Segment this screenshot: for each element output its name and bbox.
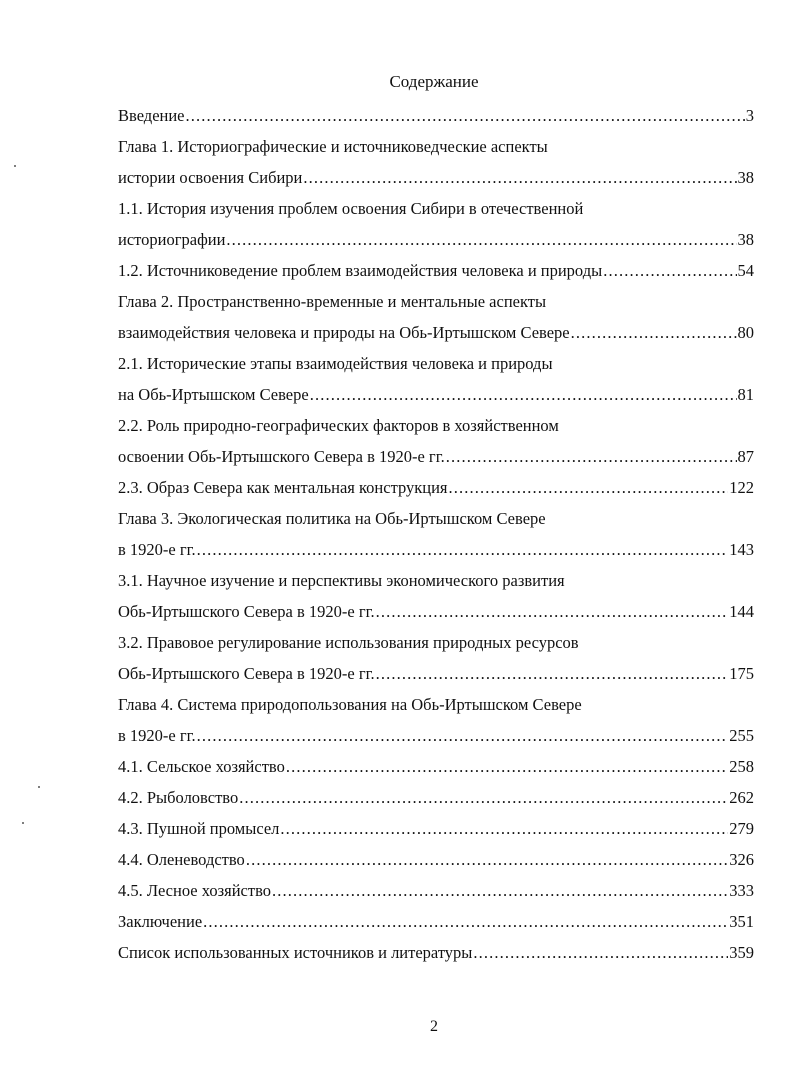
toc-entry-page: 144 <box>729 602 754 621</box>
toc-entry <box>118 344 754 375</box>
toc-entry-page: 80 <box>737 323 754 342</box>
toc-entry-title: освоении Обь-Иртышского Севера в 1920-е гг. <box>118 447 445 466</box>
toc-entry <box>118 251 754 282</box>
toc-entry <box>118 282 754 313</box>
toc-entry-page: 351 <box>729 912 754 931</box>
toc-entry <box>118 220 754 251</box>
toc-entry-title: на Обь-Иртышском Севере <box>118 385 309 404</box>
toc-entry-title: 4.2. Рыболовство <box>118 788 239 807</box>
toc-entry <box>118 499 754 530</box>
toc-entry <box>118 840 754 871</box>
dot-leader <box>197 539 729 561</box>
dot-leader <box>473 942 728 964</box>
dot-leader <box>603 260 736 282</box>
toc-entry-page: 258 <box>729 757 754 776</box>
toc-entry-title: 4.4. Оленеводство <box>118 850 245 869</box>
dot-leader <box>197 725 729 747</box>
toc-entry-title: в 1920-е гг. <box>118 726 196 745</box>
toc-entry <box>118 96 754 127</box>
toc-entry-title: Глава 1. Историографические и источниковедческие аспекты <box>118 137 548 156</box>
scan-speck <box>22 822 24 824</box>
toc-entry <box>118 375 754 406</box>
dot-leader <box>280 818 728 840</box>
toc-entry-title: 3.2. Правовое регулирование использования природных ресурсов <box>118 633 579 652</box>
toc-entry <box>118 530 754 561</box>
toc-entry-page: 122 <box>729 478 754 497</box>
toc-entry-title: 4.1. Сельское хозяйство <box>118 757 285 776</box>
toc-entry-title: в 1920-е гг. <box>118 540 196 559</box>
toc-entry <box>118 809 754 840</box>
toc-entry-title: 3.1. Научное изучение и перспективы экономического развития <box>118 571 565 590</box>
toc-entry-page: 3 <box>745 106 754 125</box>
dot-leader <box>246 849 728 871</box>
dot-leader <box>376 601 729 623</box>
toc-entry-title: 1.1. История изучения проблем освоения Сибири в отечественной <box>118 199 584 218</box>
toc-entry-title: взаимодействия человека и природы на Обь-Иртышском Севере <box>118 323 570 342</box>
toc-entry-page: 262 <box>729 788 754 807</box>
toc-entry <box>118 747 754 778</box>
toc-entry-title: Глава 4. Система природопользования на Обь-Иртышском Севере <box>118 695 582 714</box>
toc-entry-title: Глава 3. Экологическая политика на Обь-Иртышском Севере <box>118 509 546 528</box>
toc-entry-title: 4.5. Лесное хозяйство <box>118 881 272 900</box>
toc-entry <box>118 716 754 747</box>
toc-entry <box>118 623 754 654</box>
toc-entry <box>118 561 754 592</box>
toc-entry-title: 2.3. Образ Севера как ментальная конструкция <box>118 478 448 497</box>
dot-leader <box>226 229 736 251</box>
toc-entry-page: 175 <box>729 664 754 683</box>
toc-entry-title: Глава 2. Пространственно-временные и ментальные аспекты <box>118 292 547 311</box>
toc-entry-page: 38 <box>737 230 754 249</box>
toc-entry <box>118 685 754 716</box>
dot-leader <box>449 477 729 499</box>
toc-entry-page: 279 <box>729 819 754 838</box>
toc-entry-title: Введение <box>118 106 185 125</box>
dot-leader <box>186 105 745 127</box>
toc-entry-page: 143 <box>729 540 754 559</box>
toc-entry <box>118 592 754 623</box>
table-of-contents <box>118 96 754 964</box>
toc-entry <box>118 871 754 902</box>
toc-entry-page: 38 <box>737 168 754 187</box>
toc-entry <box>118 654 754 685</box>
toc-entry <box>118 158 754 189</box>
toc-entry-title: историографии <box>118 230 226 249</box>
toc-entry-page: 87 <box>737 447 754 466</box>
dot-leader <box>376 663 729 685</box>
dot-leader <box>272 880 728 902</box>
dot-leader <box>303 167 736 189</box>
toc-entry-page: 255 <box>729 726 754 745</box>
toc-entry-title: Обь-Иртышского Севера в 1920-е гг. <box>118 602 375 621</box>
toc-entry-title: 4.3. Пушной промысел <box>118 819 280 838</box>
dot-leader <box>286 756 728 778</box>
toc-entry <box>118 778 754 809</box>
toc-entry-title: Список использованных источников и литературы <box>118 943 473 962</box>
toc-entry <box>118 933 754 964</box>
toc-entry-page: 333 <box>729 881 754 900</box>
toc-entry <box>118 437 754 468</box>
page-number: 2 <box>430 1018 438 1035</box>
toc-entry-title: Обь-Иртышского Севера в 1920-е гг. <box>118 664 375 683</box>
dot-leader <box>446 446 737 468</box>
toc-entry-page: 54 <box>737 261 754 280</box>
toc-entry <box>118 313 754 344</box>
toc-entry <box>118 406 754 437</box>
dot-leader <box>239 787 728 809</box>
toc-entry <box>118 127 754 158</box>
toc-entry-title: истории освоения Сибири <box>118 168 303 187</box>
dot-leader <box>571 322 737 344</box>
page-title: Содержание <box>389 72 479 91</box>
dot-leader <box>310 384 737 406</box>
dot-leader <box>203 911 728 933</box>
toc-entry-title: 1.2. Источниковедение проблем взаимодействия человека и природы <box>118 261 603 280</box>
toc-entry-page: 326 <box>729 850 754 869</box>
toc-entry-title: 2.2. Роль природно-географических факторов в хозяйственном <box>118 416 559 435</box>
scan-speck <box>38 786 40 788</box>
toc-entry-page: 359 <box>729 943 754 962</box>
toc-entry-page: 81 <box>737 385 754 404</box>
toc-entry-title: Заключение <box>118 912 203 931</box>
toc-entry <box>118 468 754 499</box>
toc-entry <box>118 189 754 220</box>
toc-entry-title: 2.1. Исторические этапы взаимодействия человека и природы <box>118 354 553 373</box>
toc-entry <box>118 902 754 933</box>
scan-speck <box>14 165 16 167</box>
